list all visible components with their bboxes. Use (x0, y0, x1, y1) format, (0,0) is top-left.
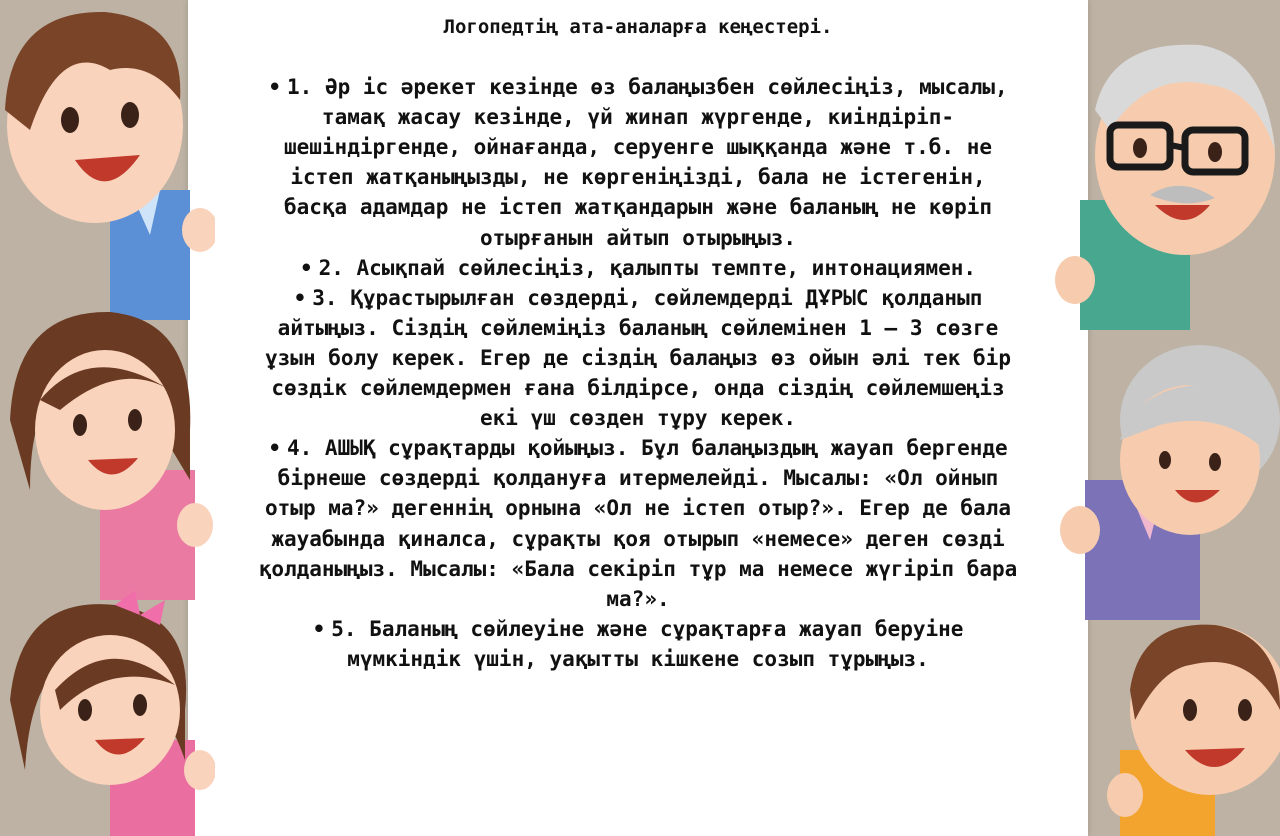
page-title: Логопедтің ата-аналарға кеңестері. (443, 16, 833, 38)
bullet-icon: • (268, 75, 281, 100)
bullet-icon: • (293, 285, 307, 310)
tip-text: 5. Баланың сөйлеуіне және сұрақтарға жауап беруіне мүмкіндік үшін, уақытты кішкене созып тұрыңыз. (331, 616, 964, 671)
bullet-icon: • (299, 255, 313, 280)
grandpa-glasses-icon (1050, 30, 1280, 330)
bullet-icon: • (312, 616, 326, 641)
bullet-icon: • (268, 436, 281, 461)
tip-text: 1. Әр іс әрекет кезінде өз балаңызбен сөйлесіңіз, мысалы, тамақ жасау кезінде, үй жинап жүргенде, киіндіріп-шешіндіргенде, ойнағанда, серуенге шыққанда және т.б. не істеп жатқаныңызды, не көргеніңізді, бала не істегенін, басқа адамдар не істеп жатқандарын және баланың не көріп отырғанын айтып отырыңыз. (283, 75, 1008, 250)
woman-pink-shirt-icon (0, 300, 215, 600)
tip-text: 2. Асықпай сөйлесіңіз, қалыпты темпте, интонациямен. (318, 255, 977, 280)
grandma-purple-icon (1050, 340, 1280, 620)
boy-blue-shirt-icon (0, 0, 215, 320)
tip-5 (188, 614, 1088, 674)
advice-paper (188, 0, 1088, 836)
tip-text: 4. АШЫҚ сұрақтарды қойыңыз. Бұл балаңыздың жауап бергенде бірнеше сөздерді қолдануға итермелейді. Мысалы: «Ол ойнып отыр ма?» дегеннің орнына «Ол не істеп отыр?». Егер де бала жауабында қиналса, сұрақты қоя отырып «немесе» деген сөзді қолданыңыз. Мысалы: «Бала секіріп тұр ма немесе жүгіріп бара ма?». (258, 436, 1018, 611)
girl-pink-bow-icon (0, 590, 215, 836)
tip-text: 3. Құрастырылған сөздерді, сөйлемдерді ДҰРЫС қолданып айтыңыз. Сіздің сөйлеміңіз баланың сөйлемінен 1 – 3 сөзге ұзын болу керек. Егер де сіздің балаңыз өз ойын әлі тек бір сөздік сөйлемдермен ғана білдірсе, онда сіздің сөйлемшеңіз екі үш сөзден тұру керек. (265, 285, 1011, 431)
advice-text (188, 12, 1088, 674)
tip-1 (188, 72, 1088, 253)
boy-yellow-shirt-icon (1050, 610, 1280, 836)
tip-3 (188, 283, 1088, 433)
tip-4 (188, 433, 1088, 614)
tip-2 (188, 253, 1088, 283)
